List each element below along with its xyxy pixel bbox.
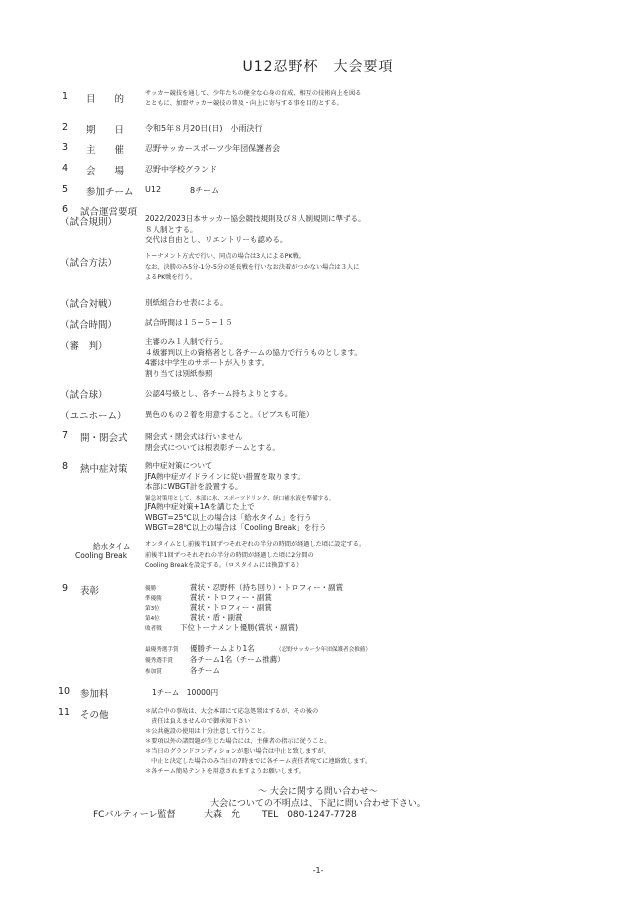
method-label: （試合方法） [60, 258, 118, 269]
prize-rank: 優勝 [145, 586, 157, 592]
contact-org: FCバルティーレ監督 [93, 810, 176, 820]
special-prize-award: 各チーム [190, 666, 220, 675]
section-10-value: 1チーム 10000円 [152, 688, 219, 697]
prize-award: 賞状・トロフィー・副賞 [190, 593, 272, 602]
section-5-number: 5 [62, 184, 69, 195]
section-4-value: 忍野中学校グランド [145, 165, 217, 174]
water-break-label: 給水タイム [93, 542, 131, 551]
rules-label: （試合規則） [60, 217, 118, 228]
section-6-label: 試合運営要項 [80, 207, 138, 218]
uniform-value: 異色のもの２着を用意すること。（ビブスも可能） [145, 410, 314, 419]
match-time-label: （試合時間） [60, 320, 118, 331]
method-text: トーナメント方式で行い、同点の場合は3人によるPK戦。 なお、決勝のみ5分-1分-5分の延長戦を行いなお決着がつかない場合は３人に よるPK戦を行う。 [145, 253, 360, 281]
section-5-label: 参加チーム [86, 187, 134, 198]
section-3-number: 3 [62, 142, 69, 153]
contact-instruction: 大会についての不明点は、下記に問い合わせ下さい。 [210, 799, 426, 809]
section-5-category: U12 [145, 185, 162, 194]
water-break-text: オンタイムとし前後半1回ずつそれぞれの半分の時間が経過した頃に設定する。 前後半1回ずつそれぞれの半分の時間が経過した頃に2分間の Cooling Breakを設定する。（ロスタイムには換算する） [145, 541, 366, 569]
special-prize-rank: 最優秀選手賞 [145, 647, 179, 653]
section-5-team-count: 8チーム [190, 186, 220, 195]
section-10-label: 参加料 [80, 689, 109, 700]
prize-rank: 第3位 [145, 606, 160, 612]
prize-rank: 第4位 [145, 616, 160, 622]
cooling-break-label: Cooling Break [75, 551, 128, 560]
section-10-number: 10 [58, 686, 71, 697]
section-11-text: ＊試合中の事故は、大会本部にて応急処置はするが、その後の 責任は負えませんので御承知下さい ＊公共施設の使用は十分注意して行うこと。 ＊要項以外の諸問題が生じた場合には、主催者の指示に従うこと。 ＊当日のグランドコンディションが悪い場合は中止と致しますが、 中止と決定した場合のみ当日の7時までに各チーム責任者宛てに連絡致します。 ＊各チーム簡易テントを用意されますようお願いします。 [145, 708, 372, 775]
section-9-number: 9 [62, 583, 69, 594]
contact-name: 大森 允 [204, 810, 241, 820]
section-4-label: 会 場 [86, 166, 125, 177]
section-8-number: 8 [62, 461, 69, 472]
prize-award: 下位トーナメント優勝(賞状・副賞) [180, 623, 299, 632]
ball-label: （試合球） [60, 390, 108, 401]
section-7-number: 7 [62, 430, 69, 441]
special-prize-award: 優勝チームより1名 [190, 644, 255, 653]
section-8-wbgt-text: JFA熱中症対策+1Aを講じた上で WBGT=25℃以上の場合は「給水タイム」を行う WBGT=28℃以上の場合は「Cooling Break」を行う [145, 502, 327, 532]
section-4-number: 4 [62, 163, 69, 174]
section-11-label: その他 [80, 710, 109, 721]
referee-label: （審 判） [60, 341, 108, 352]
prize-award: 賞状・忍野杯（持ち回り）・トロフィー・副賞 [190, 583, 344, 592]
pairing-label: （試合対戦） [60, 299, 118, 310]
section-2-number: 2 [62, 122, 69, 133]
special-prize-rank: 参加賞 [145, 669, 162, 675]
section-8-small-text: 緊急対策用として、本部に氷、スポーツドリンク、経口補水液を準備する。 [145, 496, 335, 502]
special-prize-rank: 優秀選手賞 [145, 658, 173, 664]
section-9-label: 表彰 [80, 586, 100, 597]
prize-rank: 準優勝 [145, 596, 162, 602]
section-7-label: 開・閉会式 [80, 433, 128, 444]
section-11-number: 11 [58, 707, 71, 718]
ball-value: 公認4号級とし、各チーム持ちよりとする。 [145, 389, 293, 398]
special-prize-note: （忍野サッカー少年団保護者会推薦） [276, 647, 371, 653]
contact-heading: ～ 大会に関する問い合わせ～ [258, 787, 378, 797]
section-1-number: 1 [62, 91, 69, 102]
section-1-text: サッカー競技を通して、少年たちの健全な心身の育成、相互の技術向上を図る とともに、加盟サッカー競技の普及・向上に寄与する事を目的とする。 [145, 90, 362, 107]
page-number: -1- [312, 866, 324, 875]
special-prize-award: 各チーム1名（チーム推薦） [190, 655, 285, 664]
uniform-label: （ユニホーム） [60, 411, 127, 422]
section-7-text: 開会式・閉会式は行いません 閉会式については根表彰チームとする。 [145, 432, 280, 452]
section-3-label: 主 催 [86, 145, 125, 156]
section-2-value: 令和5年８月20日(日) 小雨決行 [145, 124, 263, 133]
prize-rank: 敗者戦 [145, 626, 162, 632]
section-8-text: 熱中症対策について JFA熱中症ガイドラインに従い措置を取ります。 本部にWBGT計を設置する。 [145, 461, 305, 491]
match-time-value: 試合時間は１５−５−１５ [145, 318, 233, 327]
prize-award: 賞状・トロフィー・副賞 [190, 603, 272, 612]
rules-text: 2022/2023日本サッカー協会競技規則及び８人制規則に準ずる。 ８人制とする。 交代は自由とし、リエントリーも認める。 [145, 214, 366, 244]
referee-text: 主審のみ１人制で行う。 ４級審判以上の資格者とし各チームの協力で行うものとします。 4審は中学生のサポートが入ります。 割り当ては別紙参照 [145, 337, 362, 378]
section-6-number: 6 [62, 204, 69, 215]
section-8-label: 熱中症対策 [80, 464, 128, 475]
prize-award: 賞状・盾・副賞 [190, 613, 243, 622]
section-2-label: 期 日 [86, 125, 125, 136]
section-3-value: 忍野サッカースポーツ少年団保護者会 [145, 144, 281, 153]
section-1-label: 目 的 [86, 94, 125, 105]
contact-tel: TEL 080-1247-7728 [262, 810, 357, 820]
pairing-value: 別紙組合わせ表による。 [145, 298, 228, 307]
page-title: U12忍野杯 大会要項 [242, 59, 394, 75]
